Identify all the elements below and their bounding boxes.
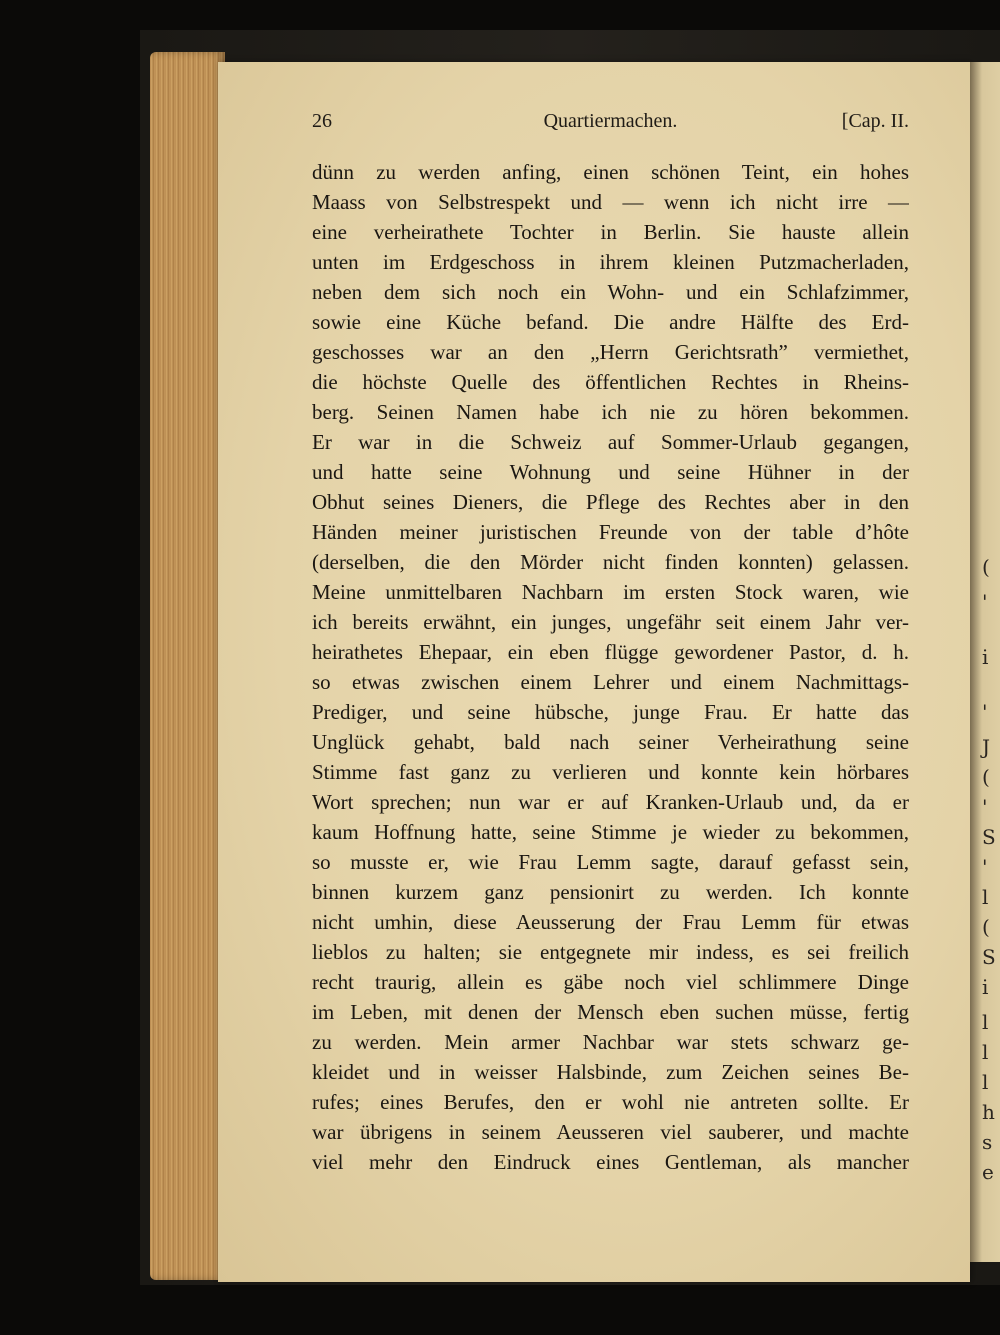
- text-line: sowie eine Küche befand. Die andre Hälfte des Erd-: [312, 310, 909, 334]
- text-line: die höchste Quelle des öffentlichen Rechtes in Rheins-: [312, 370, 909, 394]
- facing-page-edge: [970, 62, 1000, 1262]
- text-line: eine verheirathete Tochter in Berlin. Sie hauste allein: [312, 220, 909, 244]
- facing-page-letter: (: [982, 765, 990, 789]
- facing-page-letter: i: [982, 645, 989, 669]
- text-line: viel mehr den Eindruck eines Gentleman, als mancher: [312, 1150, 909, 1174]
- text-line: Wort sprechen; nun war er auf Kranken-Urlaub und, da er: [312, 790, 909, 814]
- text-line: ich bereits erwähnt, ein junges, ungefähr seit einem Jahr ver-: [312, 610, 909, 634]
- facing-page-letter: J: [982, 735, 991, 759]
- text-line: lieblos zu halten; sie entgegnete mir indess, es sei freilich: [312, 940, 909, 964]
- text-line: nicht umhin, diese Aeusserung der Frau Lemm für etwas: [312, 910, 909, 934]
- text-line: so etwas zwischen einem Lehrer und einem Nachmittags-: [312, 670, 909, 694]
- text-line: Stimme fast ganz zu verlieren und konnte kein hörbares: [312, 760, 909, 784]
- facing-page-letter: i: [982, 975, 989, 999]
- facing-page-letter: l: [982, 885, 989, 909]
- text-line: war übrigens in seinem Aeusseren viel sauberer, und machte: [312, 1120, 909, 1144]
- text-line: kleidet und in weisser Halsbinde, zum Zeichen seines Be-: [312, 1060, 909, 1084]
- chapter-label: [Cap. II.: [841, 110, 909, 132]
- page-body-text: [312, 157, 909, 1177]
- text-line: Prediger, und seine hübsche, junge Frau. Er hatte das: [312, 700, 909, 724]
- page-number: 26: [312, 110, 332, 132]
- text-line: und hatte seine Wohnung und seine Hühner in der: [312, 460, 909, 484]
- facing-page-letter: h: [982, 1100, 995, 1124]
- text-line: neben dem sich noch ein Wohn- und ein Schlafzimmer,: [312, 280, 909, 304]
- page-edges: [150, 52, 225, 1280]
- text-line: rufes; eines Berufes, den er wohl nie antreten sollte. Er: [312, 1090, 909, 1114]
- facing-page-letter: l: [982, 1040, 989, 1064]
- text-line: Obhut seines Dieners, die Pflege des Rechtes aber in den: [312, 490, 909, 514]
- facing-page-letter: l: [982, 1010, 989, 1034]
- text-line: zu werden. Mein armer Nachbar war stets schwarz ge-: [312, 1030, 909, 1054]
- text-line: geschosses war an den „Herrn Gerichtsrath” vermiethet,: [312, 340, 909, 364]
- facing-page-letter: ': [982, 700, 988, 724]
- text-line: dünn zu werden anfing, einen schönen Teint, ein hohes: [312, 160, 909, 184]
- facing-page-letter: (: [982, 555, 990, 579]
- facing-page-letter: l: [982, 1070, 989, 1094]
- facing-page-letter: ': [982, 795, 988, 819]
- facing-page-letter: s: [982, 1130, 993, 1154]
- text-line: Maass von Selbstrespekt und — wenn ich nicht irre —: [312, 190, 909, 214]
- text-line: Meine unmittelbaren Nachbarn im ersten Stock waren, wie: [312, 580, 909, 604]
- page-header: [312, 110, 909, 140]
- facing-page-letter: ': [982, 590, 988, 614]
- text-line: binnen kurzem ganz pensionirt zu werden. Ich konnte: [312, 880, 909, 904]
- text-line: Er war in die Schweiz auf Sommer-Urlaub gegangen,: [312, 430, 909, 454]
- text-line: Unglück gehabt, bald nach seiner Verheirathung seine: [312, 730, 909, 754]
- running-title: Quartiermachen.: [543, 110, 678, 132]
- text-line: berg. Seinen Namen habe ich nie zu hören bekommen.: [312, 400, 909, 424]
- text-line: im Leben, mit denen der Mensch eben suchen müsse, fertig: [312, 1000, 909, 1024]
- text-line: kaum Hoffnung hatte, seine Stimme je wieder zu bekommen,: [312, 820, 909, 844]
- text-line: so musste er, wie Frau Lemm sagte, darauf gefasst sein,: [312, 850, 909, 874]
- facing-page-letter: e: [982, 1160, 994, 1184]
- facing-page-letter: S: [982, 945, 996, 969]
- text-line: heirathetes Ehepaar, ein eben flügge gewordener Pastor, d. h.: [312, 640, 909, 664]
- facing-page-letter: ': [982, 855, 988, 879]
- text-line: unten im Erdgeschoss in ihrem kleinen Putzmacherladen,: [312, 250, 909, 274]
- facing-page-letter: (: [982, 915, 990, 939]
- text-line: Händen meiner juristischen Freunde von der table d’hôte: [312, 520, 909, 544]
- text-line: (derselben, die den Mörder nicht finden konnten) gelassen.: [312, 550, 909, 574]
- facing-page-letter: S: [982, 825, 996, 849]
- text-line: recht traurig, allein es gäbe noch viel schlimmere Dinge: [312, 970, 909, 994]
